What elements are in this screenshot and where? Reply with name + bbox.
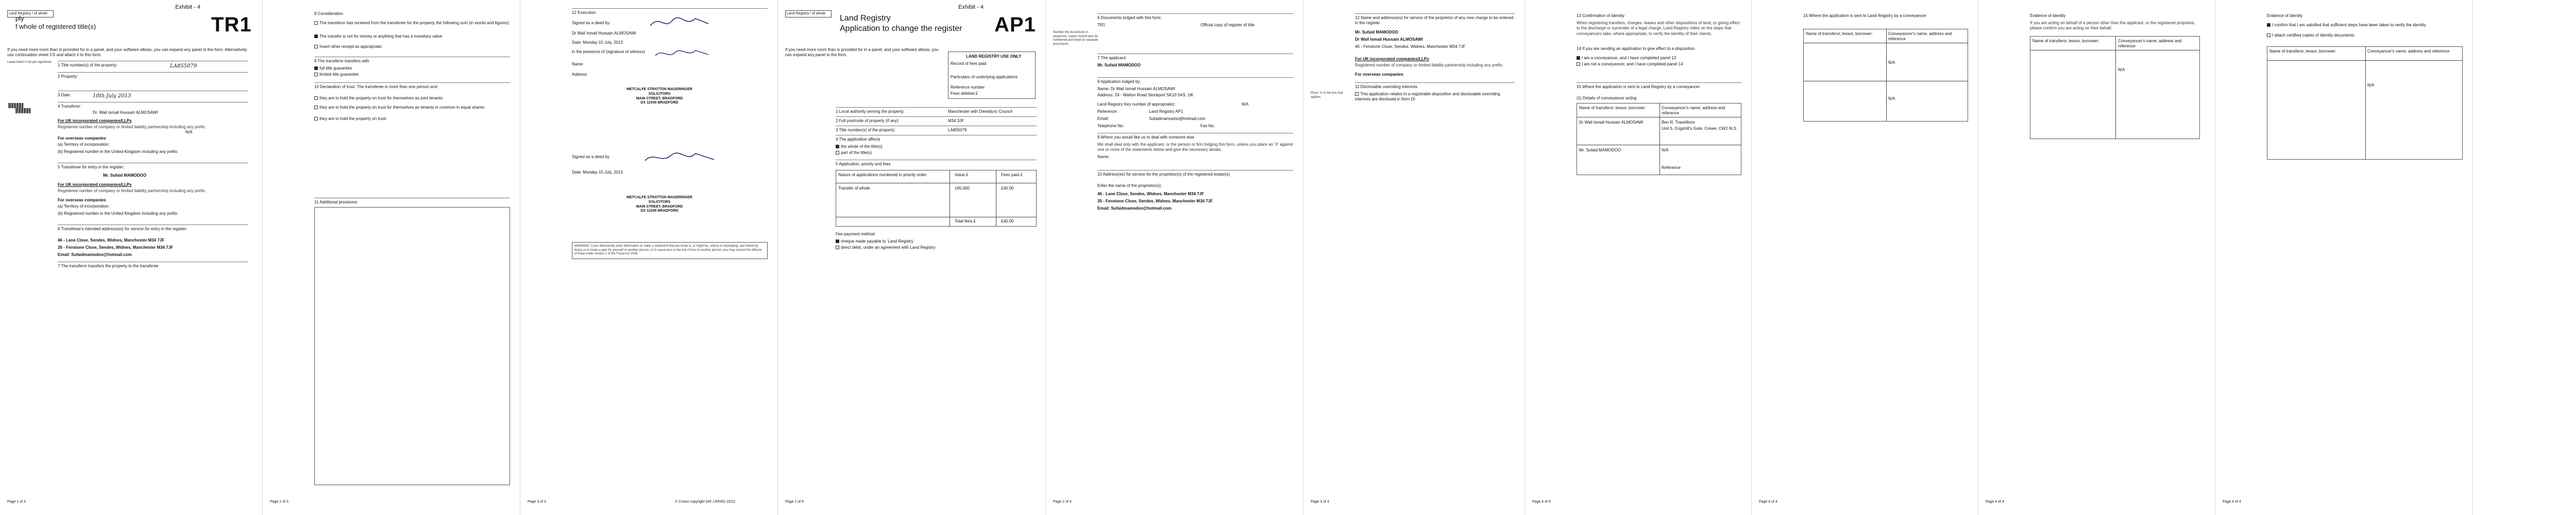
checkbox[interactable] [1355,92,1359,96]
barcode [15,108,31,113]
signed-as-deed: Signed as a deed by: [572,21,611,25]
divider [2115,37,2116,139]
panel-9-option-a: full title guarantee [314,66,352,71]
fee-value-1: 165,000 [955,186,970,191]
panel-4-option-a: the whole of the title(s) [836,144,882,149]
panel-14-option-b: I am not a conveyancer, and I have completed panel 14 [1577,62,1683,67]
panel-12-name-1: Mr. Sufaid MAMODOO [1355,30,1398,35]
panel-15-sub: (1) Details of conveyancer acting [1577,96,1637,100]
panel-6-label: 6 Documents lodged with this form: [1097,15,1162,20]
page-identity-2 [1978,0,2215,515]
panel-7-value: Mr. Sufaid MAMODOO [1097,63,1141,67]
panel-divider [58,72,248,73]
panel-divider [314,82,510,83]
fees-total-label: Total fees £ [955,219,976,224]
uk-reg: (b) Registered number in the United Kingdom including any prefix: [58,149,178,154]
signed-date-2: Date: Monday 15 July, 2013 [572,170,623,175]
panel-8-option-c: Insert other receipt as appropriate: [314,44,510,49]
panel-divider [1577,82,1741,83]
email-label: Email: [1097,116,1109,121]
conveyancer-table [1803,29,1968,122]
fees-table [836,170,1037,227]
panel-13-text: When registering transfers, charges, leases and other dispositions of land, or giving effect to the discharge or surrender of a legal charge, Land Registry relies on the steps that conveyancers take, where appropriate, to verify the identity of their clients. [1577,21,1740,36]
panel-divider [572,8,768,9]
col-conveyancer: Conveyancer's name, address and reference [2118,39,2182,49]
panel-10-label: 10 Address(es) for service for the proprietor(s) of the registered estate(s) [1097,172,1230,177]
checkbox[interactable] [314,106,318,109]
panel-8-option-a: The transferor has received from the transferee for the property the following sum (in words and figures): [314,21,510,26]
panel-12-name-2: Dr Wail Ismail Hussain ALMOSAWI [1355,37,1423,42]
panel-divider [836,107,1037,108]
na-value: N/A [2118,67,2125,72]
transferee-name: Mr. Sufaid MAMODOO [1579,148,1621,152]
email: Email: Sufaidmamodoo@hotmail.com [58,252,132,257]
company-note: For UK incorporated companies/LLPs [58,182,132,187]
checkbox[interactable] [1577,56,1580,60]
col-value: Value £ [955,173,969,177]
page-signature [2473,0,2576,515]
page-tr1-1 [0,0,263,515]
panel-5-value: Mr. Sufaid MAMODOO [103,173,146,178]
panel-9-label: 9 Where you would like us to deal with someone else [1097,135,1195,140]
reference-value: Land Registry AP1 [1149,109,1183,114]
checkbox[interactable] [314,66,318,70]
page-number: Page 3 of 3 [528,500,546,504]
page-number: Page 2 of 4 [1053,500,1072,504]
checkbox[interactable] [314,73,318,76]
evidence-label: Evidence of identity [2267,13,2303,18]
panel-divider [836,116,1037,117]
checkbox[interactable] [836,246,839,249]
form-title-1: Land Registry [840,14,891,23]
evidence-table [2030,36,2200,139]
page-tr1-3 [520,0,778,515]
reference-label: Reference [1662,165,1681,170]
exhibit-label: Exhibit - 4 [175,4,200,10]
side-note: Number the documents in sequence; copies should also be numbered and listed as separate documents. [1053,31,1098,46]
barcode [8,103,24,108]
panel-6-label: 6 Transferee's intended address(es) for service for entry in the register: [58,227,188,231]
form-code: AP1 [994,13,1036,36]
panel-11-label: 11 Disclosable overriding interests [1355,84,1418,89]
panel-10-option-a: they are to hold the property on trust for themselves as joint tenants [314,96,510,101]
na-value: N/A [1888,96,1895,101]
fee-item-1: Transfer of whole [838,186,870,191]
na-value: N/A [1888,60,1895,65]
reference-label: Reference: [1097,109,1118,114]
key-number-label: Land Registry Key number (if appropriate): [1097,102,1176,107]
evidence-label: Evidence of identity [2030,13,2066,18]
page-ap1-4 [1525,0,1752,515]
lodger-address: Address: 24 - Walton Road Stockport SK10 5AS, UK [1097,93,1194,97]
panel-divider [1355,13,1515,14]
page-ap1-2 [1046,0,1303,515]
col-name: Name of transferor, lessor, borrower: [1579,106,1646,110]
panel-14-option-a: I am a conveyancer, and I have completed panel 13 [1577,56,1676,61]
panel-12-label: 12 Name and address(es) for service of the proprietor of any new charge to be entered in the register [1355,15,1514,26]
page-number: Page 2 of 3 [270,500,289,504]
signer-name: Dr Wail Ismail Hussain ALMOSAWI [572,31,636,36]
fee-payment-label: Fee payment method [836,232,875,236]
panel-9-option-b: limited title guarantee [314,72,359,77]
email: Email: Sufaidmamodoo@hotmail.com [1097,206,1172,211]
divider [2267,60,2462,61]
fee-paid-1: £40.00 [1001,186,1014,191]
address-2: 35 - Fenstone Close, Sendes, Widnes, Manchester M34 7JF [58,245,173,250]
col-fees: Fees paid £ [1001,173,1023,177]
overseas-note: For overseas companies [58,198,106,202]
signature-graphic [644,149,716,165]
form-intro: If you need more room than is provided for in a panel, and your software allows, you can expand any panel in the form. [785,47,939,58]
panel-5-label: 5 Transferee for entry in the register: [58,165,125,169]
evidence-option-b: I attach certified copies of identity documents [2267,33,2463,38]
col-conveyancer: Conveyancer's name, address and reference [1662,106,1725,116]
page-number: Page 4 of 4 [1759,500,1777,504]
panel-3-label: 3 Date: [58,93,71,97]
panel-7-label: 7 The transferor transfers the property to the transferee [58,264,159,268]
panel-11-label: 11 Additional provisions [314,200,358,204]
panel-2-label: 2 Full postcode of property (if any): [836,118,900,123]
panel-4-option-b: part of the title(s) [836,150,872,156]
page-number: Page 4 of 4 [2223,500,2241,504]
panel-divider [1097,77,1293,78]
checkbox[interactable] [836,151,839,154]
checkbox[interactable] [314,45,318,48]
fax-label: Fax No: [1200,124,1215,128]
panel-9-label: 9 The transferor transfers with [314,59,369,63]
page-evidence [2215,0,2473,515]
email-value: Sufaidmamodoo@hotmail.com [1149,116,1206,121]
page-number: Page 1 of 4 [785,500,804,504]
side-note: Leave blank if not yet registered. [7,61,52,64]
document-2: Official copy of register of title [1200,23,1255,27]
panel-3-value: LA855079 [948,128,967,132]
fee-option-a: cheque made payable to 'Land Registry' [836,239,914,244]
checkbox[interactable] [314,96,318,100]
panel-8-option-b: The transfer is not for money or anything that has a monetary value [314,34,510,39]
panel-10-text: Enter the name of the proprietor(s): [1097,183,1162,188]
reg-number: Registered number of company or limited liability partnership including any prefix: [1355,63,1503,67]
panel-3-label: 3 Title number(s) of the property: [836,128,896,132]
panel-4-label: 4 The application affects [836,137,880,142]
fraud-warning: WARNING: If you dishonestly enter information or make a statement that you know is, or might be, untrue or misleading, and intend by doing so to make a gain for yourself or another person, or to cause loss or the risk of loss to another person, you may commit the offence of fraud under section 1 of the Fraud Act 2006. [572,242,768,259]
key-number-value: N/A [1242,102,1249,107]
page-ap1-1 [778,0,1046,515]
panel-1-label: 1 Local authority serving the property: [836,109,905,114]
divider [1659,104,1660,175]
col-name: Name of transferor, lessor, borrower: [1806,31,1873,36]
page-number: Page 3 of 4 [1311,500,1329,504]
panel-divider [1355,82,1515,83]
firm-stamp: METCALFE STRATTON MAGERINGER SOLICITORS MAIN STREET, BRADFORD DX 12345 BRADFORD [626,196,692,213]
col-conveyancer: Conveyancer's name, address and reference [1888,31,1952,42]
panel-divider [1097,13,1293,14]
panel-5-label: 5 Application, priority and fees [836,162,891,166]
address-1: 46 - Lane Close, Sendes, Widnes, Manchester M34 7JF [1097,192,1205,196]
reg-number: Registered number of company or limited liability partnership including any prefix: [58,188,206,193]
panel-10-label: 10 Declaration of trust. The transferee is more than one person and [314,84,437,89]
checkbox[interactable] [314,117,318,121]
panel-4-label: 4 Transferor: [58,104,81,109]
witness-presence: in the presence of (signature of witness) [572,49,645,54]
crown-copyright: © Crown copyright (ref: LR/HO) 10/12 [675,500,736,504]
signature-graphic [649,14,711,30]
evidence-table [2267,46,2463,160]
evidence-option-a: I confirm that I am satisfied that sufficient steps have been taken to verify the identity [2267,23,2463,28]
page-number: Page 1 of 3 [7,500,26,504]
fee-option-b: direct debit, under an agreement with Land Registry [836,245,936,250]
address-2: 35 - Fenstone Close, Sendes, Widnes, Manchester M34 7JF [1097,199,1213,203]
fees-total-value: £40.00 [1001,219,1014,224]
form-title: ply f whole of registered title(s) [15,14,96,30]
firm-name: Ben R. Travellions [1662,120,1695,125]
document-1: TR1 [1097,23,1106,27]
form-intro: If you need more room than is provided for in a panel, and your software allows, you can expand any panel in the form. Alternatively use continuation sheet CS and attach it to this form. [7,47,247,58]
additional-provisions-box [314,207,510,485]
lodger-name: Name: Dr Wail Ismail Hussain ALMOSAWI [1097,87,1175,91]
reg-number: Registered number of company or limited liability partnership including any prefix: [58,125,206,129]
panel-1-value: LA855079 [170,63,197,69]
checkbox[interactable] [2267,33,2270,37]
territory: (a) Territory of incorporation: [58,204,110,209]
company-note: For UK incorporated companies/LLPs [58,118,132,123]
panel-2-value: M34 3JF [948,118,964,123]
col-name: Name of transferor, lessor, borrower: [2269,49,2336,54]
checkbox[interactable] [836,239,839,243]
evidence-text: If you are acting on behalf of a person other than the applicant, or the registered proprietor, please confirm you are acting on their behalf. [2030,21,2196,31]
firm-address: Unit 5, Cogshill's Gate, Crewe, CW2 6LS [1662,126,1737,131]
firm-stamp: METCALFE STRATTON MAGERINGER SOLICITORS MAIN STREET, BRADFORD DX 12345 BRADFORD [626,88,692,105]
address-1: 46 - Lane Close, Sendes, Widnes, Manchester M34 7JF [58,238,165,243]
panel-15-label: 15 Where the application is sent to Land Registry by a conveyancer [1577,84,1700,89]
transferor-name: Dr Wail Ismail Hussain ALMOSAWI [1579,120,1643,125]
overseas-note: For overseas companies [58,136,106,141]
panel-1-label: 1 Title number(s) of the property: [58,63,118,67]
checkbox[interactable] [314,35,318,38]
conveyancer-table [1577,103,1741,175]
form-tag: Land Registry / of whole [785,10,832,18]
panel-8-label: 8 Application lodged by: [1097,79,1141,84]
na-value: N/A [2367,83,2375,88]
na-value: N/A [185,130,193,134]
panel-7-label: 7 The applicant: [1097,56,1127,60]
checkbox[interactable] [836,145,839,148]
na-value: N/A [1662,148,1669,152]
page-ap1-3 [1303,0,1525,515]
side-note: Place 'X' in the box that applies. [1311,92,1343,99]
exhibit-label: Exhibit - 4 [958,4,984,10]
col-conveyancer: Conveyancer's name, address and reference [2367,49,2450,54]
panel-4-value: Dr. Wail Ismail Hussain ALMOSAWI [93,110,158,115]
overseas-note: For overseas companies [1355,72,1403,77]
signature-graphic [654,47,711,60]
signed-date: Date: Monday 15 July, 2013 [572,40,623,45]
page-number: Page 4 of 4 [1532,500,1551,504]
panel-1-value: Manchester with Dewsbury Council [948,109,1012,114]
form-tag: Land Registry / of whole [7,10,54,18]
col-nature: Nature of applications numbered in priority order [838,173,927,177]
checkbox[interactable] [2267,23,2270,27]
panel-9-name: Name: [1097,154,1110,159]
panel-3-value: 10th July 2013 [93,93,131,99]
panel-15-label: 15 Where the application is sent to Land Registry by a conveyancer [1803,13,1927,18]
panel-13-label: 13 Confirmation of identity [1577,13,1624,18]
panel-14-label: 14 If you are sending an application to give effect to a disposition [1577,46,1695,51]
panel-12-label: 12 Execution [572,10,596,15]
panel-12-address: 46 - Fenstone Close, Sendes, Widnes, Manchester M34 7JF [1355,44,1466,49]
lr-use-box: LAND REGISTRY USE ONLY Record of fees paid Particulars of underlying applications Reference number Fees debited £ [948,52,1036,99]
page-identity-1 [1752,0,1978,515]
panel-8-label: 8 Consideration [314,11,344,16]
company-note: For UK incorporated companies/LLPs [1355,57,1429,61]
witness-address-label: Address [572,72,587,77]
page-tr1-2 [263,0,520,515]
checkbox[interactable] [1577,62,1580,66]
territory: (a) Territory of incorporation: [58,142,110,147]
page-number: Page 4 of 4 [1986,500,2004,504]
form-code: TR1 [211,13,252,36]
signed-as-deed-2: Signed as a deed by [572,154,609,159]
form-title-2: Application to change the register [840,24,962,33]
panel-10-option-c: they are to hold the property on trust: [314,116,510,122]
uk-reg: (b) Registered number in the United Kingdom including any prefix: [58,211,178,216]
witness-name-label: Name [572,62,583,66]
telephone-label: Telephone No: [1097,124,1124,128]
panel-11-option: This application relates to a registrable disposition and disclosable overriding interests are disclosed in form DI [1355,92,1500,102]
divider [2365,47,2366,159]
checkbox[interactable] [314,21,318,25]
panel-10-option-b: they are to hold the property on trust for themselves as tenants in common in equal shares [314,105,510,110]
panel-9-text: We shall deal only with the applicant, or the person or firm lodging this form, unless you place an 'X' against one or more of the statements below and give the necessary details. [1097,142,1293,152]
col-name: Name of transferor, lessor, borrower: [2032,39,2099,43]
panel-2-label: 2 Property: [58,74,78,79]
